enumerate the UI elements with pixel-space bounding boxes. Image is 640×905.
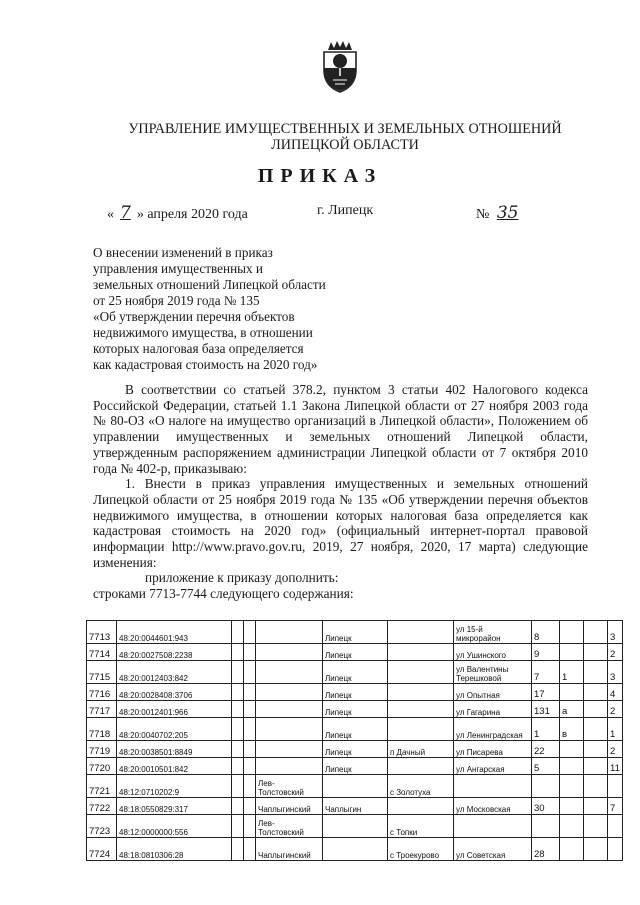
appendix-paragraph: приложение к приказу дополнить: bbox=[145, 570, 339, 586]
city-cell: Липецк bbox=[323, 741, 388, 758]
table-row bbox=[87, 758, 623, 775]
subject-line: «Об утверждении перечня объектов bbox=[93, 309, 295, 324]
house-cell: 131 bbox=[532, 701, 560, 718]
row-number: 7720 bbox=[87, 758, 117, 775]
house-cell: 7 bbox=[532, 661, 560, 684]
district-cell: Чаплыгинский bbox=[256, 838, 323, 861]
blank-cell bbox=[244, 661, 256, 684]
blank-cell bbox=[232, 741, 244, 758]
rows-intro: строками 7713-7744 следующего содержания: bbox=[93, 586, 354, 602]
block-cell bbox=[584, 701, 608, 718]
block-cell bbox=[584, 798, 608, 815]
district-cell bbox=[256, 644, 323, 661]
city-cell: Липецк bbox=[323, 758, 388, 775]
subject-line: О внесении изменений в приказ bbox=[93, 245, 273, 260]
settlement-cell bbox=[388, 621, 454, 644]
order-day: 7 bbox=[120, 203, 131, 223]
order-city: г. Липецк bbox=[317, 203, 374, 218]
blank-cell bbox=[232, 684, 244, 701]
blank-cell bbox=[232, 798, 244, 815]
order-body bbox=[93, 382, 588, 602]
block-cell bbox=[584, 815, 608, 838]
blank-cell bbox=[232, 701, 244, 718]
room-cell: 2 bbox=[608, 701, 623, 718]
blank-cell bbox=[232, 644, 244, 661]
street-cell: ул Московская bbox=[454, 798, 532, 815]
district-cell: Лев-Толстовский bbox=[256, 775, 323, 798]
organization-name-line2: ЛИПЕЦКОЙ ОБЛАСТИ bbox=[271, 137, 419, 153]
table-row bbox=[87, 718, 623, 741]
block-cell bbox=[584, 741, 608, 758]
room-cell: 2 bbox=[608, 644, 623, 661]
district-cell bbox=[256, 661, 323, 684]
table-row bbox=[87, 815, 623, 838]
blank-cell bbox=[244, 684, 256, 701]
street-cell bbox=[454, 775, 532, 798]
cadastral-number: 48:20:0010501:842 bbox=[117, 758, 232, 775]
date-month-year: » апреля 2020 года bbox=[136, 207, 248, 222]
organization-name-line1: УПРАВЛЕНИЕ ИМУЩЕСТВЕННЫХ И ЗЕМЕЛЬНЫХ ОТНОШЕНИЙ bbox=[128, 121, 562, 137]
table-row bbox=[87, 741, 623, 758]
row-number: 7716 bbox=[87, 684, 117, 701]
street-cell: ул 15-й микрорайон bbox=[454, 621, 532, 644]
cadastral-number: 48:12:0000000:556 bbox=[117, 815, 232, 838]
order-date bbox=[107, 203, 248, 223]
subject-line: которых налоговая база определяется bbox=[93, 341, 304, 356]
block-cell bbox=[584, 644, 608, 661]
room-cell: 2 bbox=[608, 741, 623, 758]
subject-line: от 25 ноября 2019 года № 135 bbox=[93, 293, 260, 308]
building-cell bbox=[560, 684, 584, 701]
district-cell: Лев-Толстовский bbox=[256, 815, 323, 838]
building-cell bbox=[560, 815, 584, 838]
street-cell: ул Писарева bbox=[454, 741, 532, 758]
city-cell: Липецк bbox=[323, 684, 388, 701]
city-cell bbox=[323, 815, 388, 838]
number-sign: № bbox=[476, 207, 490, 222]
property-table bbox=[86, 620, 623, 861]
house-cell: 1 bbox=[532, 718, 560, 741]
row-number: 7719 bbox=[87, 741, 117, 758]
room-cell: 7 bbox=[608, 798, 623, 815]
cadastral-number: 48:18:0550829:317 bbox=[117, 798, 232, 815]
cadastral-number: 48:20:0038501:8849 bbox=[117, 741, 232, 758]
row-number: 7718 bbox=[87, 718, 117, 741]
settlement-cell bbox=[388, 644, 454, 661]
district-cell bbox=[256, 718, 323, 741]
coat-of-arms-icon bbox=[318, 40, 362, 94]
settlement-cell: с Топки bbox=[388, 815, 454, 838]
row-number: 7723 bbox=[87, 815, 117, 838]
blank-cell bbox=[232, 621, 244, 644]
row-number: 7722 bbox=[87, 798, 117, 815]
blank-cell bbox=[232, 661, 244, 684]
city-cell bbox=[323, 775, 388, 798]
settlement-cell bbox=[388, 701, 454, 718]
blank-cell bbox=[244, 701, 256, 718]
building-cell bbox=[560, 798, 584, 815]
subject-line: как кадастровая стоимость на 2020 год» bbox=[93, 357, 318, 372]
city-cell: Липецк bbox=[323, 718, 388, 741]
city-cell: Липецк bbox=[323, 661, 388, 684]
table-row bbox=[87, 644, 623, 661]
street-cell: ул Опытная bbox=[454, 684, 532, 701]
settlement-cell: п Дачный bbox=[388, 741, 454, 758]
cadastral-number: 48:20:0012403:842 bbox=[117, 661, 232, 684]
blank-cell bbox=[244, 775, 256, 798]
preamble-paragraph: В соответствии со статьей 378.2, пунктом 3 статьи 402 Налогового кодекса Российской Федерации, статьей 1.1 Закона Липецкой области от 27 ноября 2003 года № 80-ОЗ «О налоге на имущество организаций в Липецкой области», Положением об управлении имущественных и земельных отношений Липецкой области, утвержденным распоряжением администрации Липецкой области от 7 октября 2010 года № 402-р, приказываю: bbox=[93, 382, 588, 476]
settlement-cell: с Троекурово bbox=[388, 838, 454, 861]
settlement-cell bbox=[388, 718, 454, 741]
blank-cell bbox=[244, 741, 256, 758]
table-row bbox=[87, 661, 623, 684]
subject-line: земельных отношений Липецкой области bbox=[93, 277, 326, 292]
house-cell: 30 bbox=[532, 798, 560, 815]
room-cell: 1 bbox=[608, 718, 623, 741]
block-cell bbox=[584, 775, 608, 798]
cadastral-number: 48:12:0710202:9 bbox=[117, 775, 232, 798]
room-cell: 4 bbox=[608, 684, 623, 701]
row-number: 7721 bbox=[87, 775, 117, 798]
cadastral-number: 48:20:0028408:3706 bbox=[117, 684, 232, 701]
blank-cell bbox=[232, 838, 244, 861]
blank-cell bbox=[232, 758, 244, 775]
street-cell: ул Валентины Терешковой bbox=[454, 661, 532, 684]
table-row bbox=[87, 838, 623, 861]
blank-cell bbox=[244, 798, 256, 815]
street-cell: ул Советская bbox=[454, 838, 532, 861]
district-cell bbox=[256, 741, 323, 758]
building-cell: а bbox=[560, 701, 584, 718]
block-cell bbox=[584, 758, 608, 775]
room-cell: 11 bbox=[608, 758, 623, 775]
street-cell: ул Гагарина bbox=[454, 701, 532, 718]
blank-cell bbox=[244, 621, 256, 644]
blank-cell bbox=[244, 758, 256, 775]
subject-line: недвижимого имущества, в отношении bbox=[93, 325, 313, 340]
order-number bbox=[476, 203, 523, 223]
block-cell bbox=[584, 684, 608, 701]
document-title: ПРИКАЗ bbox=[257, 165, 383, 187]
city-cell: Липецк bbox=[323, 701, 388, 718]
city-cell: Липецк bbox=[323, 621, 388, 644]
building-cell bbox=[560, 838, 584, 861]
house-cell: 8 bbox=[532, 621, 560, 644]
district-cell bbox=[256, 758, 323, 775]
table-row bbox=[87, 621, 623, 644]
city-cell bbox=[323, 838, 388, 861]
block-cell bbox=[584, 838, 608, 861]
room-cell bbox=[608, 815, 623, 838]
house-cell: 22 bbox=[532, 741, 560, 758]
building-cell bbox=[560, 621, 584, 644]
subject-line: управления имущественных и bbox=[93, 261, 263, 276]
district-cell bbox=[256, 684, 323, 701]
building-cell bbox=[560, 644, 584, 661]
district-cell bbox=[256, 701, 323, 718]
room-cell: 3 bbox=[608, 621, 623, 644]
row-number: 7714 bbox=[87, 644, 117, 661]
cadastral-number: 48:18:0810306:28 bbox=[117, 838, 232, 861]
building-cell: в bbox=[560, 718, 584, 741]
house-cell bbox=[532, 815, 560, 838]
district-cell: Чаплыгинский bbox=[256, 798, 323, 815]
blank-cell bbox=[232, 718, 244, 741]
table-row bbox=[87, 775, 623, 798]
order-number-value: 35 bbox=[496, 203, 519, 223]
street-cell: ул Ушинского bbox=[454, 644, 532, 661]
cadastral-number: 48:20:0040702:205 bbox=[117, 718, 232, 741]
room-cell bbox=[608, 838, 623, 861]
settlement-cell: с Золотуха bbox=[388, 775, 454, 798]
blank-cell bbox=[244, 838, 256, 861]
district-cell bbox=[256, 621, 323, 644]
cadastral-number: 48:20:0012401:966 bbox=[117, 701, 232, 718]
house-cell bbox=[532, 775, 560, 798]
table-row bbox=[87, 798, 623, 815]
street-cell: ул Ангарская bbox=[454, 758, 532, 775]
block-cell bbox=[584, 718, 608, 741]
street-cell: ул Ленинградская bbox=[454, 718, 532, 741]
blank-cell bbox=[244, 644, 256, 661]
row-number: 7713 bbox=[87, 621, 117, 644]
date-open-quote: « bbox=[107, 207, 114, 222]
street-cell bbox=[454, 815, 532, 838]
blank-cell bbox=[244, 718, 256, 741]
settlement-cell bbox=[388, 798, 454, 815]
house-cell: 28 bbox=[532, 838, 560, 861]
house-cell: 5 bbox=[532, 758, 560, 775]
settlement-cell bbox=[388, 661, 454, 684]
blank-cell bbox=[244, 815, 256, 838]
house-cell: 17 bbox=[532, 684, 560, 701]
house-cell: 9 bbox=[532, 644, 560, 661]
city-cell: Чаплыгин bbox=[323, 798, 388, 815]
building-cell bbox=[560, 758, 584, 775]
room-cell: 3 bbox=[608, 661, 623, 684]
blank-cell bbox=[232, 815, 244, 838]
table-row bbox=[87, 684, 623, 701]
blank-cell bbox=[232, 775, 244, 798]
cadastral-number: 48:20:0027508:2238 bbox=[117, 644, 232, 661]
city-cell: Липецк bbox=[323, 644, 388, 661]
settlement-cell bbox=[388, 758, 454, 775]
building-cell: 1 bbox=[560, 661, 584, 684]
block-cell bbox=[584, 621, 608, 644]
building-cell bbox=[560, 775, 584, 798]
row-number: 7715 bbox=[87, 661, 117, 684]
cadastral-number: 48:20:0044601:943 bbox=[117, 621, 232, 644]
settlement-cell bbox=[388, 684, 454, 701]
order-subject bbox=[93, 245, 363, 373]
table-row bbox=[87, 701, 623, 718]
item-1-paragraph: 1. Внести в приказ управления имущественных и земельных отношений Липецкой области от 25 ноября 2019 года № 135 «Об утверждении перечня объектов недвижимого имущества, в отношении которых налоговая база определяется как кадастровая стоимость на 2020 год» (официальный интернет-портал правовой информации http://www.pravo.gov.ru, 2019, 27 ноября, 2020, 17 марта) следующие изменения: bbox=[93, 476, 588, 570]
row-number: 7717 bbox=[87, 701, 117, 718]
room-cell bbox=[608, 775, 623, 798]
building-cell bbox=[560, 741, 584, 758]
row-number: 7724 bbox=[87, 838, 117, 861]
block-cell bbox=[584, 661, 608, 684]
